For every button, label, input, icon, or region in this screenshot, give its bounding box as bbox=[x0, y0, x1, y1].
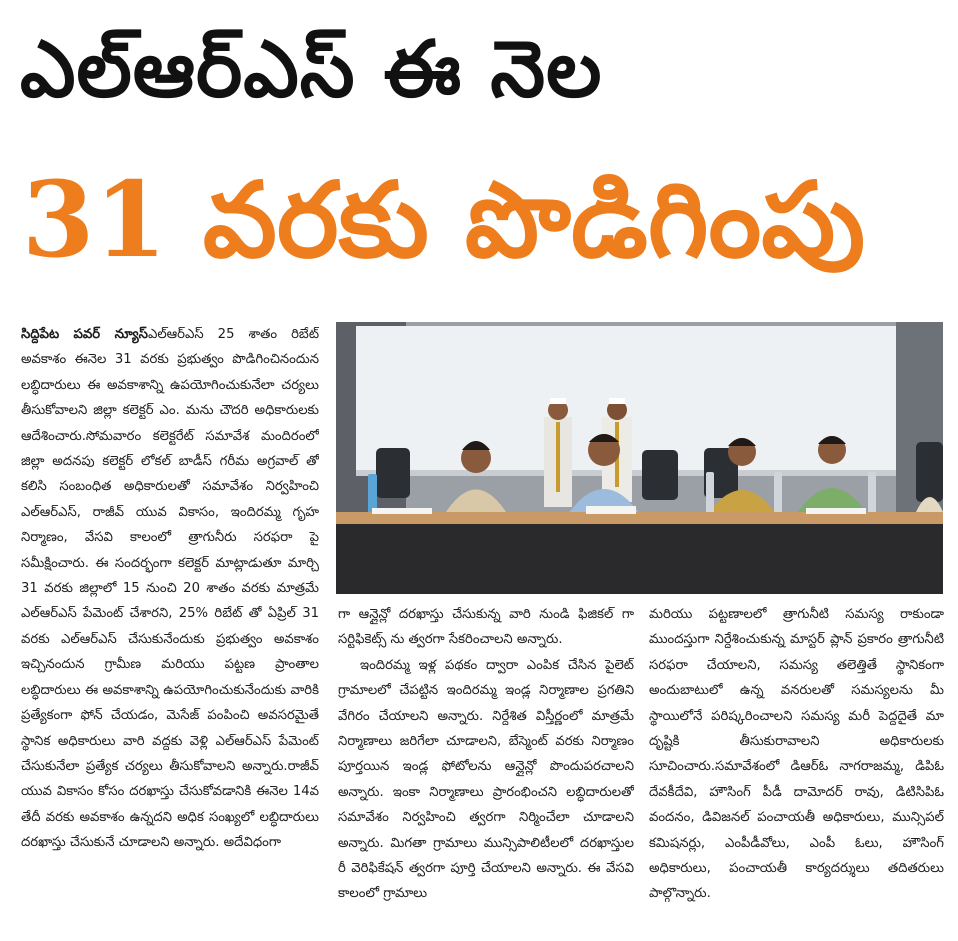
article-column-1 bbox=[21, 322, 319, 922]
article-column-3: మరియు పట్టణాలలో త్రాగునీటి సమస్య రాకుండా ముందస్తుగా నిర్దేశించుకున్న మాస్టర్ ప్లాన్ ప్రకారం త్రాగునీటి సరఫరా చేయాలని, సమస్య తలెత్తితే స్థానికంగా అందుబాటులో ఉన్న వనరులతో సమస్యలను మీ స్థాయిలోనే పరిష్కరించాలని సమస్య మరీ పెద్దదైతే మా దృష్టికి తీసుకురావాలని అధికారులకు సూచించారు.సమావేశంలో డిఆర్ఓ నాగరాజమ్మ, డిపిఓ దేవకీదేవి, హౌసింగ్ పీడీ దామోదర్ రావు, డిటిసిపిఓ వందనం, డివిజనల్ పంచాయతీ అధికారులు, మున్సిపల్ కమిషనర్లు, ఎంపీడీవోలు, ఎంపీ ఓలు, హౌసింగ్ అధికారులు, పంచాయతీ కార్యదర్శులు తదితరులు పాల్గొన్నారు. bbox=[649, 607, 944, 902]
article-column-2-para-2: ఇందిరమ్మ ఇళ్ల పథకం ద్వారా ఎంపిక చేసిన పైలెట్ గ్రామాలలో చేపట్టిన ఇందిరమ్మ ఇండ్ల నిర్మాణాల ప్రగతిని వేగిరం చేయాలని అన్నారు. నిర్దేశిత విస్తీర్ణంలో మాత్రమే నిర్మాణాలు జరిగేలా చూడాలని, బేస్మెంట్ వరకు నిర్మాణం పూర్తయిన ఇండ్ల ఫోటోలను ఆన్లైన్లో పొందుపరచాలని అన్నారు. ఇంకా నిర్మాణాలు ప్రారంభించని లబ్ధిదారులతో సమావేశం నిర్వహించి త్వరగా నిర్మించేలా చూడాలని అన్నారు. మిగతా గ్రామాలు మున్సిపాలిటీలలో దరఖాస్తుల రీ వెరిఫికేషన్ త్వరగా పూర్తి చేయాలని అన్నారు. ఈ వేసవి కాలంలో గ్రామాలు bbox=[338, 657, 634, 902]
headline-line-2: 31 వరకు పొడిగింపు bbox=[22, 158, 866, 281]
headline-line-1: ఎల్ఆర్ఎస్ ఈ నెల bbox=[20, 25, 603, 115]
collector-review-meeting-photo bbox=[336, 322, 943, 594]
article-column-1-text: ఎల్ఆర్ఎస్ 25 శాతం రిబేట్ అవకాశం ఈనెల 31 వరకు ప్రభుత్వం పొడిగించినందున లబ్ధిదారులు ఈ అవకాశాన్ని ఉపయోగించుకునేలా చర్యలు తీసుకోవాలని జిల్లా కలెక్టర్ ఎం. మను చౌదరి అధికారులకు ఆదేశించారు.సోమవారం కలెక్టరేట్ సమావేశ మందిరంలో జిల్లా అదనపు కలెక్టర్ లోకల్ బాడీస్ గరీమ అగ్రవాల్ తో కలిసి సంబంధిత అధికారులతో సమావేశం నిర్వహించి ఎల్ఆర్ఎస్, రాజీవ్ యువ వికాసం, ఇందిరమ్మ గృహ నిర్మాణం, వేసవి కాలంలో త్రాగునీరు సరఫరా పై సమీక్షించారు. ఈ సందర్భంగా కలెక్టర్ మాట్లాడుతూ మార్చి 31 వరకు జిల్లాలో 15 నుంచి 20 శాతం వరకు మాత్రమే ఎల్ఆర్ఎస్ పేమెంట్ చేశారని, 25% రిబేట్ తో ఏప్రిల్ 31 వరకు ఎల్ఆర్ఎస్ చేసుకునేందుకు ప్రభుత్వం అవకాశం ఇచ్చినందున గ్రామీణ మరియు పట్టణ ప్రాంతాల లబ్ధిదారులు ఈ అవకాశాన్ని ఉపయోగించుకునేందుకు వారికి ప్రత్యేకంగా ఫోన్ చేయడం, మెసేజ్ పంపించి అవసరమైతే స్థానిక అధికారులు వారి వద్దకు వెళ్లి ఎల్ఆర్ఎస్ పేమెంట్ చేసుకునేలా ప్రత్యేక చర్యలు తీసుకోవాలని అన్నారు.రాజీవ్ యువ వికాసం కోసం దరఖాస్తు చేసుకోవడానికి ఈనెల 14వ తేదీ వరకు అవకాశం ఉన్నదని అధిక సంఖ్యలో లబ్ధిదారులు దరఖాస్తు చేసుకునే చూడాలని అన్నారు. అదేవిధంగా bbox=[21, 327, 319, 851]
article-column-2-para-1: గా ఆన్లైన్లో దరఖాస్తు చేసుకున్న వారి నుండి ఫిజికల్ గా సర్టిఫికెట్స్ ను త్వరగా సేకరించాలని అన్నారు. bbox=[338, 607, 634, 648]
article-dateline: సిద్దిపేట పవర్ న్యూస్ bbox=[21, 327, 148, 342]
article-column-2 bbox=[338, 602, 634, 922]
